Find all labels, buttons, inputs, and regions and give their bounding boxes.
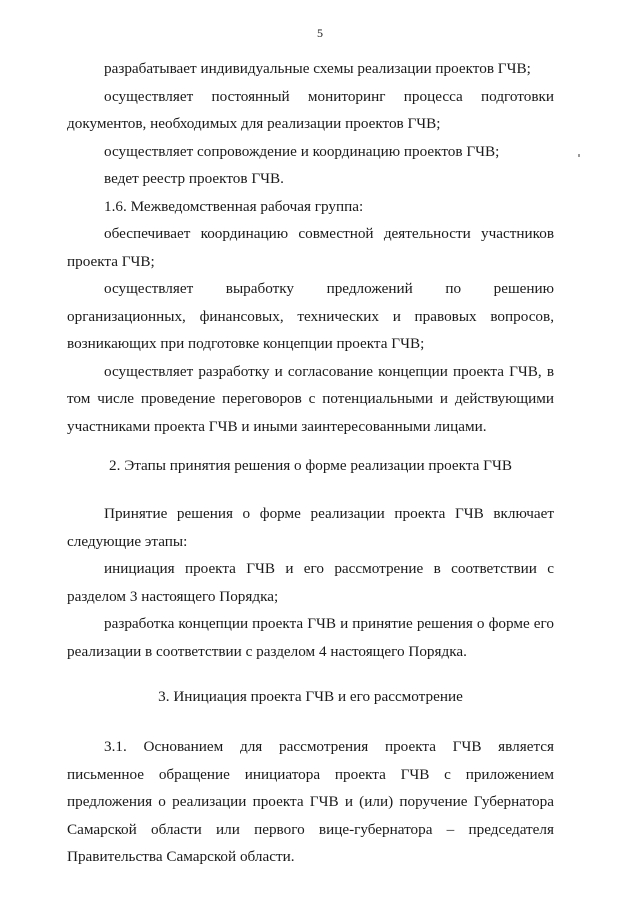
section-2-heading-block — [67, 452, 554, 480]
paragraph: инициация проекта ГЧВ и его рассмотрение в соответствии с разделом 3 настоящего Порядка; — [67, 560, 554, 605]
paragraph: осуществляет сопровождение и координацию проектов ГЧВ; — [104, 142, 500, 160]
paragraph: осуществляет выработку предложений по решению организационных, финансовых, технических и правовых вопросов, возникающих при подготовке концепции проекта ГЧВ; — [67, 280, 554, 352]
section-heading: 3. Инициация проекта ГЧВ и его рассмотрение — [158, 688, 463, 705]
section-2-text — [67, 500, 554, 665]
paragraph: ведет реестр проектов ГЧВ. — [104, 170, 284, 187]
paragraph: Принятие решения о форме реализации проекта ГЧВ включает следующие этапы: — [67, 505, 554, 550]
page-number: 5 — [317, 26, 323, 40]
section-1-text — [67, 55, 554, 440]
paragraph: осуществляет постоянный мониторинг процесса подготовки документов, необходимых для реализации проектов ГЧВ; — [67, 87, 554, 132]
paragraph: обеспечивает координацию совместной деятельности участников проекта ГЧВ; — [67, 225, 554, 270]
scan-speck — [578, 154, 580, 157]
paragraph: осуществляет разработку и согласование концепции проекта ГЧВ, в том числе проведение переговоров с потенциальными и действующими участниками проекта ГЧВ и иными заинтересованными лицами. — [67, 362, 554, 435]
section-heading: 2. Этапы принятия решения о форме реализации проекта ГЧВ — [109, 457, 512, 474]
paragraph: разрабатывает индивидуальные схемы реализации проектов ГЧВ; — [104, 60, 531, 77]
paragraph: 3.1. Основанием для рассмотрения проекта ГЧВ является письменное обращение инициатора проекта ГЧВ с приложением предложения о реализации проекта ГЧВ и (или) поручение Губернатора Самарской области или первого вице-губернатора – председателя Правительства Самарской области. — [67, 738, 554, 865]
paragraph: разработка концепции проекта ГЧВ и принятие решения о форме его реализации в соответствии с разделом 4 настоящего Порядка. — [67, 615, 554, 660]
section-3-text — [67, 733, 554, 871]
section-3-heading-block — [67, 683, 554, 711]
paragraph: 1.6. Межведомственная рабочая группа: — [104, 197, 364, 215]
